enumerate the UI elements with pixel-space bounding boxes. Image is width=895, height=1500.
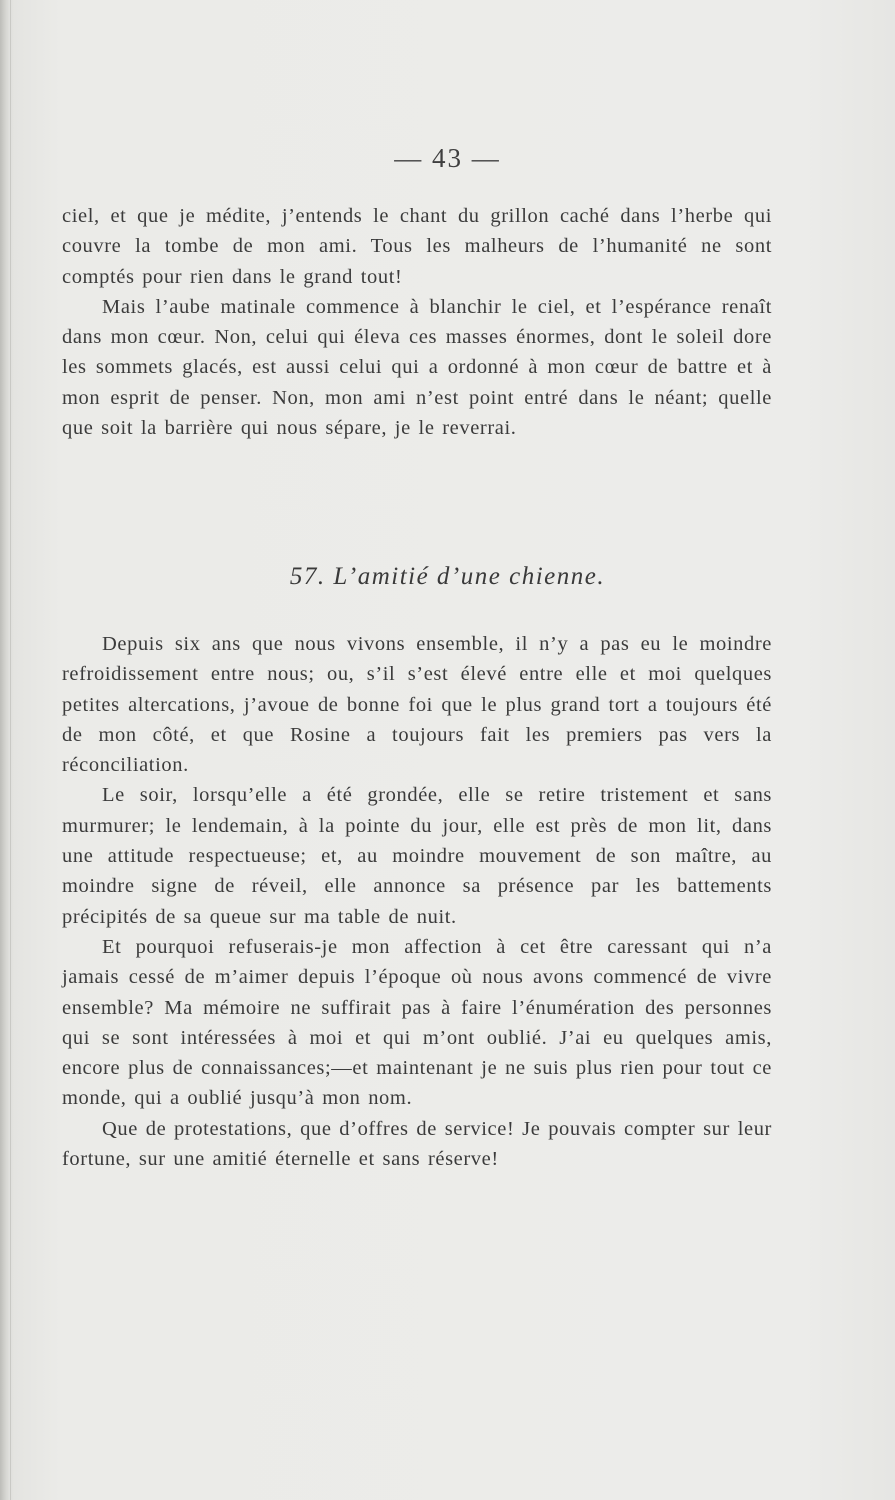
paragraph-bottom-3: Et pourquoi refuserais-je mon affection à cet être caressant qui n’a jamais cessé de m’aimer depuis l’époque où nous avons commencé de vivre ensemble? Ma mémoire ne suffirait pas à faire l’énumération des personnes qui se sont intéressées à moi et qui m’ont oublié. J’ai eu quelques amis, encore plus de connaissances;—et maintenant je ne suis plus rien pour tout ce monde, qui a oublié jusqu’à mon nom. [62, 935, 772, 1110]
text-block-top [62, 201, 772, 443]
section-heading: 57. L’amitié d’une chienne. [289, 563, 606, 590]
paragraph-bottom-1: Depuis six ans que nous vivons ensemble, il n’y a pas eu le moindre refroidissement entre nous; ou, s’il s’est élevé entre elle et moi quelques petites altercations, j’avoue de bonne foi que le plus grand tort a toujours été de mon côté, et que Rosine a toujours fait les premiers pas vers la réconciliation. [62, 633, 772, 777]
paragraph-bottom-2: Le soir, lorsqu’elle a été grondée, elle se retire tristement et sans murmurer; le lendemain, à la pointe du jour, elle est près de mon lit, dans une attitude respectueuse; et, au moindre mouvement de son maître, au moindre signe de réveil, elle annonce sa présence par les battements précipités de sa queue sur ma table de nuit. [62, 784, 772, 928]
text-block-bottom [62, 629, 772, 1174]
paragraph-top-2: Mais l’aube matinale commence à blanchir le ciel, et l’espérance renaît dans mon cœur. Non, celui qui éleva ces masses énormes, dont le soleil dore les sommets glacés, est aussi celui qui a ordonné à mon cœur de battre et à mon esprit de penser. Non, mon ami n’est point entré dans le néant; quelle que soit la barrière qui nous sépare, je le reverrai. [62, 295, 772, 440]
paragraph-bottom-4: Que de protestations, que d’offres de service! Je pouvais compter sur leur fortune, sur une amitié éternelle et sans réserve! [62, 1117, 772, 1171]
paragraph-top-1: ciel, et que je médite, j’entends le chant du grillon caché dans l’herbe qui couvre la tombe de mon ami. Tous les malheurs de l’humanité ne sont comptés pour rien dans le grand tout! [62, 205, 772, 288]
page-binding-edge [0, 0, 11, 1500]
page-number: — 43 — [394, 143, 501, 173]
